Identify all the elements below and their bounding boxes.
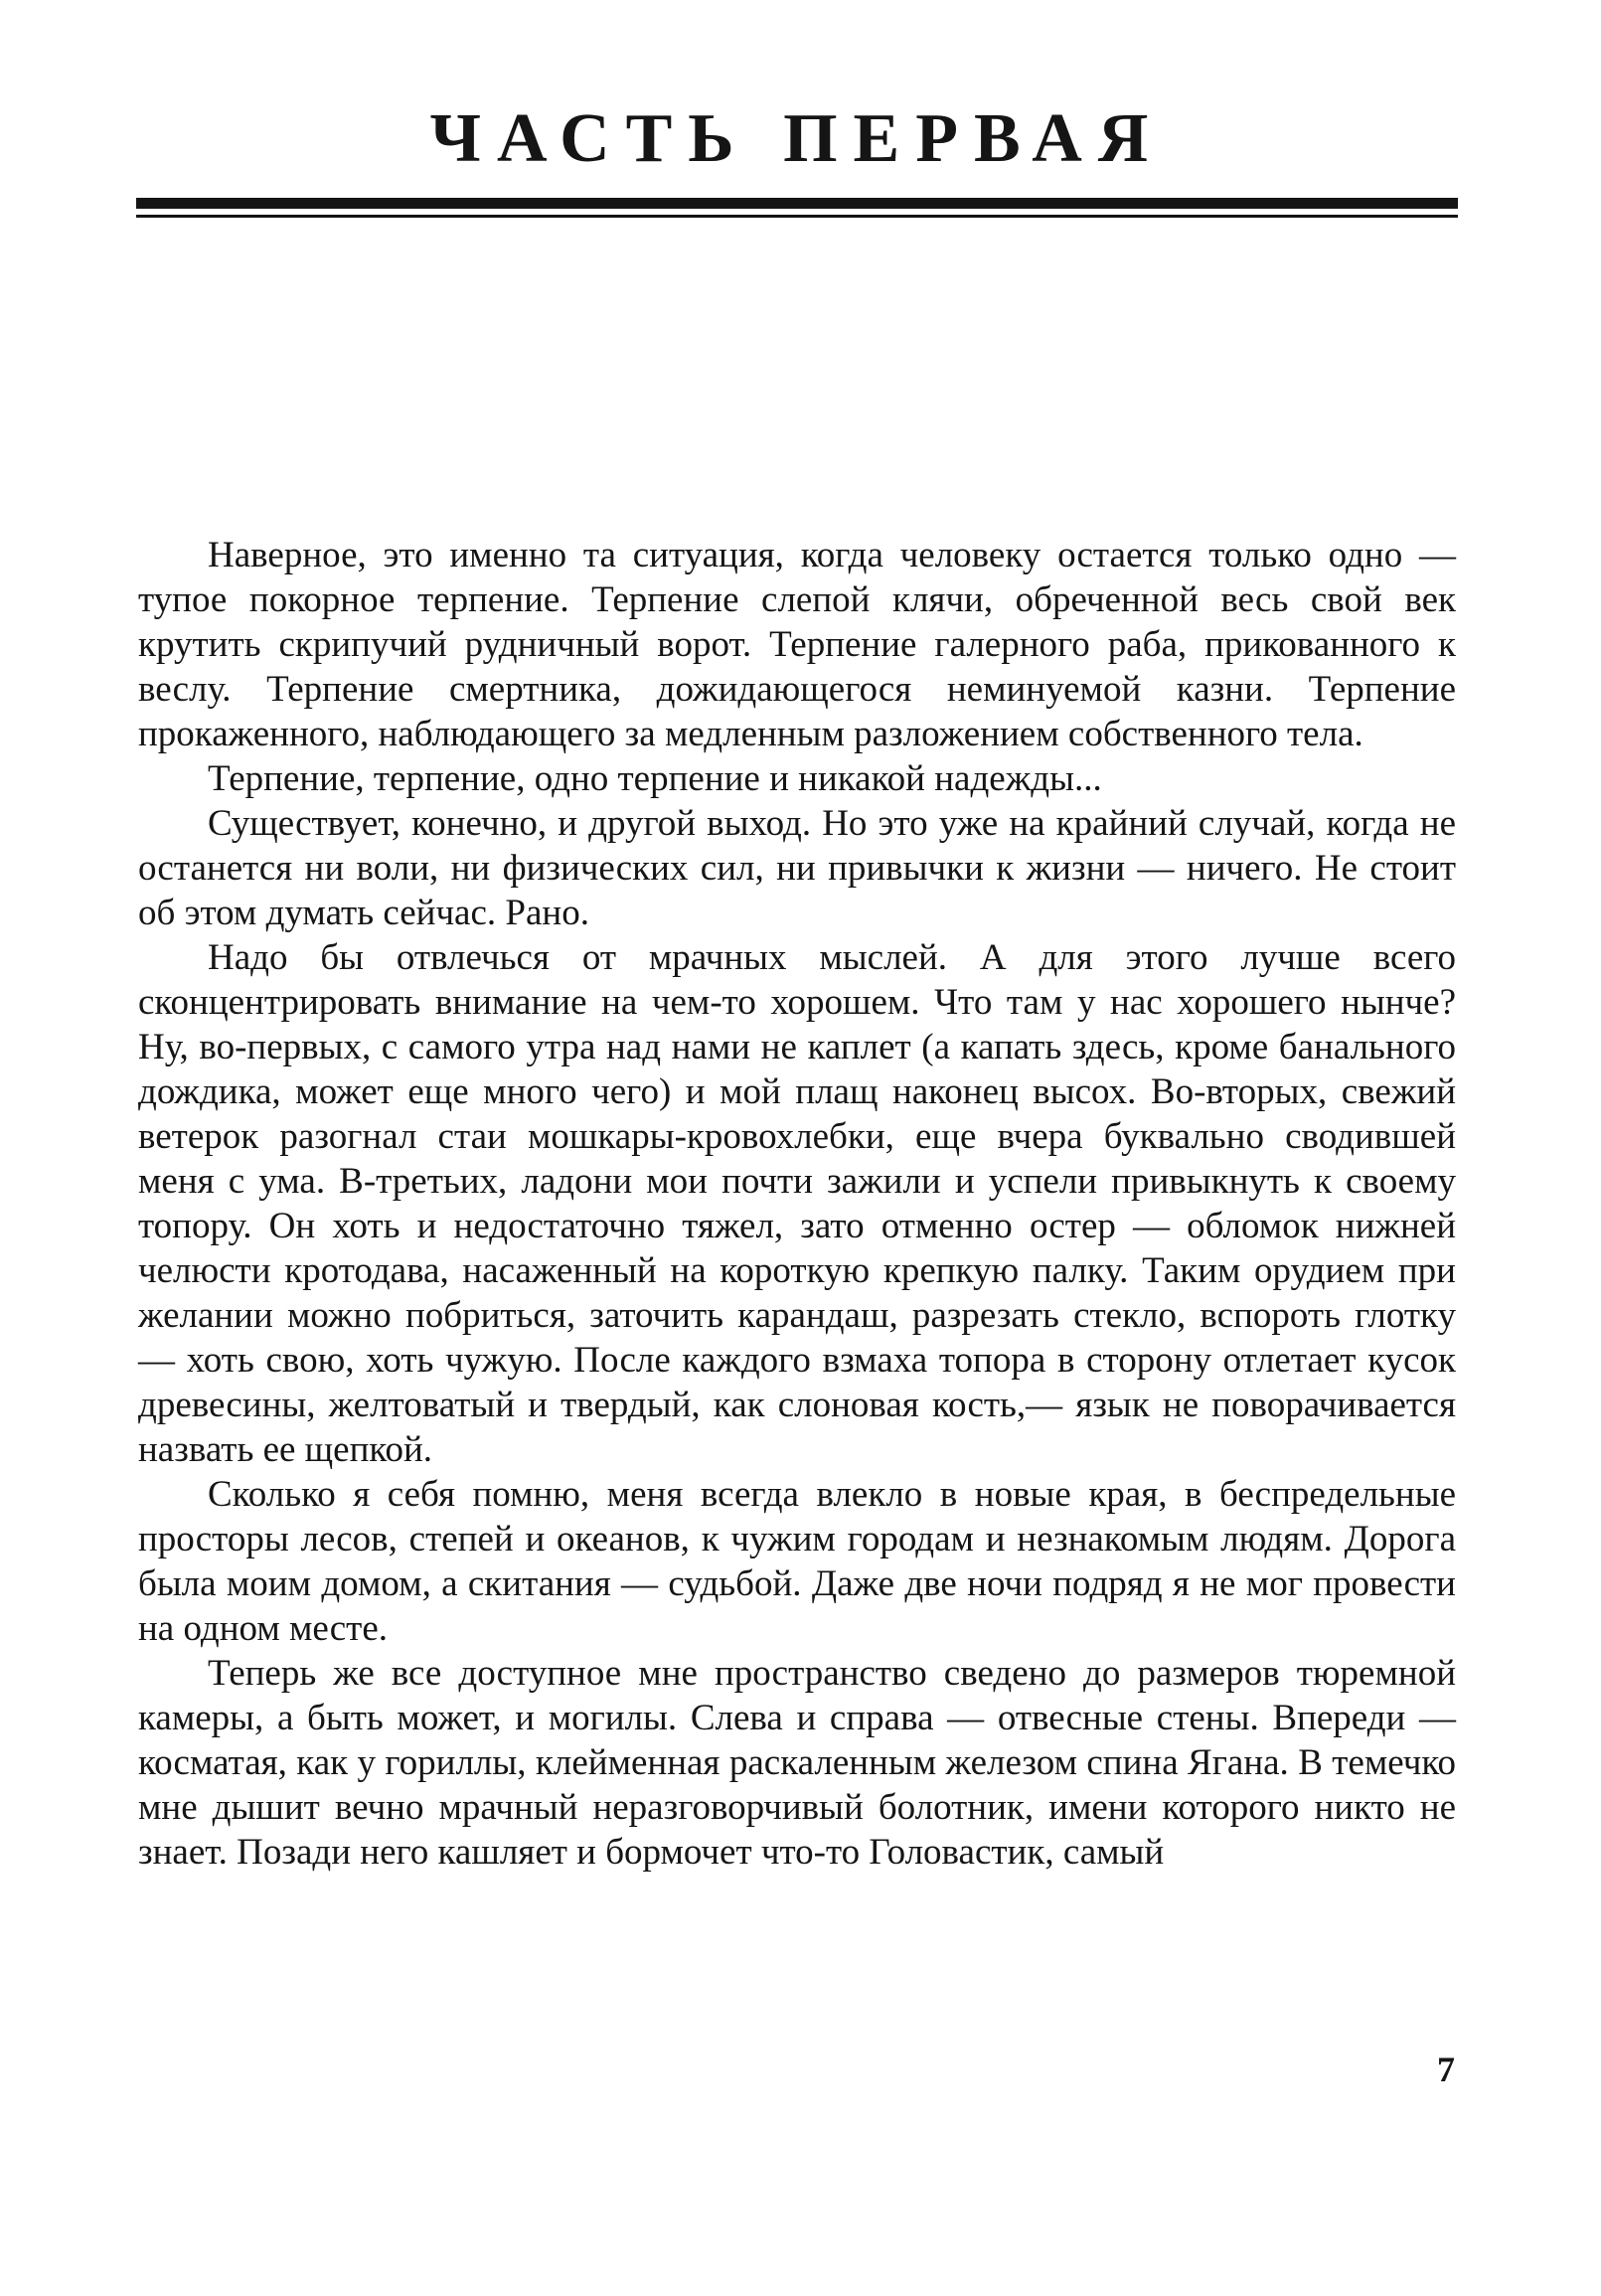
- paragraph: Терпение, терпение, одно терпение и никакой надежды...: [208, 758, 1102, 799]
- paragraph: Сколько я себя помню, меня всегда влекло в новые края, в беспредельные просторы лесов, степей и океанов, к чужим городам и незнакомым людям. Дорога была моим домом, а скитания — судьбой. Даже две ночи подряд я не мог провести на одном месте.: [138, 1474, 1456, 1649]
- paragraph: Надо бы отвлечься от мрачных мыслей. А для этого лучше всего сконцентрировать внимание на чем-то хорошем. Что там у нас хорошего нынче? Ну, во-первых, с самого утра над нами не каплет (а капать здесь, кроме банального дождика, может еще много чего) и мой плащ наконец высох. Во-вторых, свежий ветерок разогнал стаи мошкары-кровохлебки, еще вчера буквально сводившей меня с ума. В-третьих, ладони мои почти зажили и успели привыкнуть к своему топору. Он хоть и недостаточно тяжел, зато отменно остер — обломок нижней челюсти кротодава, насаженный на короткую крепкую палку. Таким орудием при желании можно побриться, заточить карандаш, разрезать стекло, вспороть глотку — хоть свою, хоть чужую. После каждого взмаха топора в сторону отлетает кусок древесины, желтоватый и твердый, как слоновая кость,— язык не поворачивается назвать ее щепкой.: [138, 937, 1456, 1470]
- paragraph: Существует, конечно, и другой выход. Но это уже на крайний случай, когда не останется ни воли, ни физических сил, ни привычки к жизни — ничего. Не стоит об этом думать сейчас. Рано.: [138, 803, 1456, 933]
- page-number: 7: [1437, 2050, 1455, 2089]
- chapter-title: ЧАСТЬ ПЕРВАЯ: [429, 100, 1165, 177]
- title-rule-thick: [136, 198, 1458, 209]
- title-rule-thin: [136, 215, 1458, 218]
- paragraph: Наверное, это именно та ситуация, когда человеку остается только одно — тупое покорное терпение. Терпение слепой клячи, обреченной весь свой век крутить скрипучий рудничный ворот. Терпение галерного раба, прикованного к веслу. Терпение смертника, дожидающегося неминуемой казни. Терпение прокаженного, наблюдающего за медленным разложением собственного тела.: [138, 535, 1456, 754]
- paragraph: Теперь же все доступное мне пространство сведено до размеров тюремной камеры, а быть может, и могилы. Слева и справа — отвесные стены. Впереди — косматая, как у гориллы, клейменная раскаленным железом спина Ягана. В темечко мне дышит вечно мрачный неразговорчивый болотник, имени которого никто не знает. Позади него кашляет и бормочет что-то Головастик, самый: [138, 1653, 1456, 1873]
- body-text: [138, 533, 1456, 1875]
